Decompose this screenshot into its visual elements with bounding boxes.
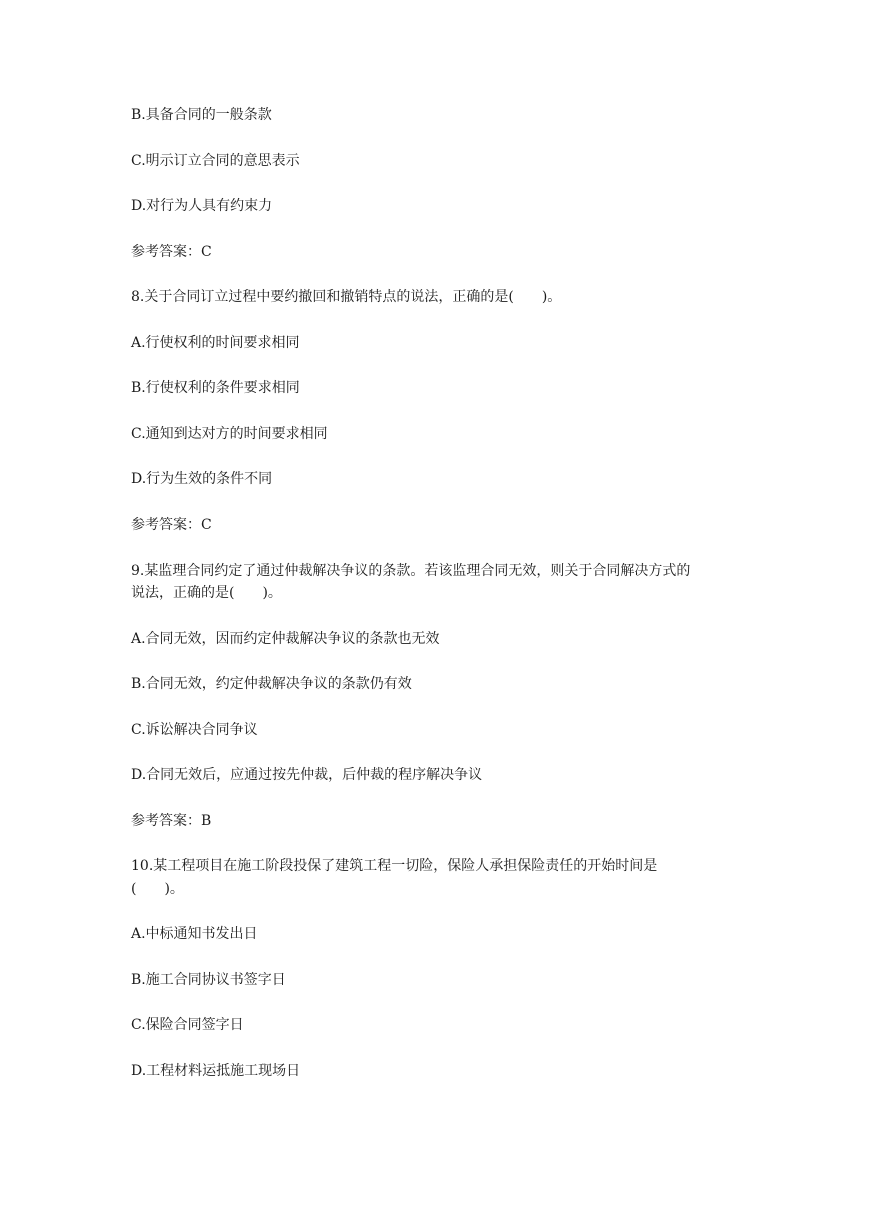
q7-option-d: D.对行为人具有约束力 — [131, 198, 273, 214]
q7-option-b: B.具备合同的一般条款 — [131, 107, 272, 123]
q10-option-a: A.中标通知书发出日 — [131, 926, 258, 942]
q10-option-c: C.保险合同签字日 — [131, 1017, 244, 1033]
q8-question: 8.关于合同订立过程中要约撤回和撤销特点的说法，正确的是( )。 — [131, 289, 562, 305]
q10-question-line1: 10.某工程项目在施工阶段投保了建筑工程一切险，保险人承担保险责任的开始时间是 — [131, 858, 658, 874]
q10-question-line2: ( )。 — [131, 881, 184, 897]
q9-option-a: A.合同无效，因而约定仲裁解决争议的条款也无效 — [131, 631, 440, 647]
q9-question-line1: 9.某监理合同约定了通过仲裁解决争议的条款。若该监理合同无效，则关于合同解决方式的 — [131, 563, 691, 579]
q9-option-c: C.诉讼解决合同争议 — [131, 722, 258, 738]
q9-option-d: D.合同无效后，应通过按先仲裁，后仲裁的程序解决争议 — [131, 767, 483, 783]
q10-option-d: D.工程材料运抵施工现场日 — [131, 1063, 301, 1079]
q9-question-line2: 说法，正确的是( )。 — [131, 585, 282, 601]
q9-option-b: B.合同无效，约定仲裁解决争议的条款仍有效 — [131, 676, 412, 692]
q8-option-b: B.行使权利的条件要求相同 — [131, 380, 300, 396]
q8-option-a: A.行使权利的时间要求相同 — [131, 335, 300, 351]
q7-option-c: C.明示订立合同的意思表示 — [131, 153, 300, 169]
q8-answer: 参考答案：C — [131, 517, 212, 533]
q8-option-c: C.通知到达对方的时间要求相同 — [131, 426, 328, 442]
q7-answer: 参考答案：C — [131, 244, 212, 260]
q9-answer: 参考答案：B — [131, 813, 212, 829]
q8-option-d: D.行为生效的条件不同 — [131, 471, 273, 487]
q10-option-b: B.施工合同协议书签字日 — [131, 972, 286, 988]
